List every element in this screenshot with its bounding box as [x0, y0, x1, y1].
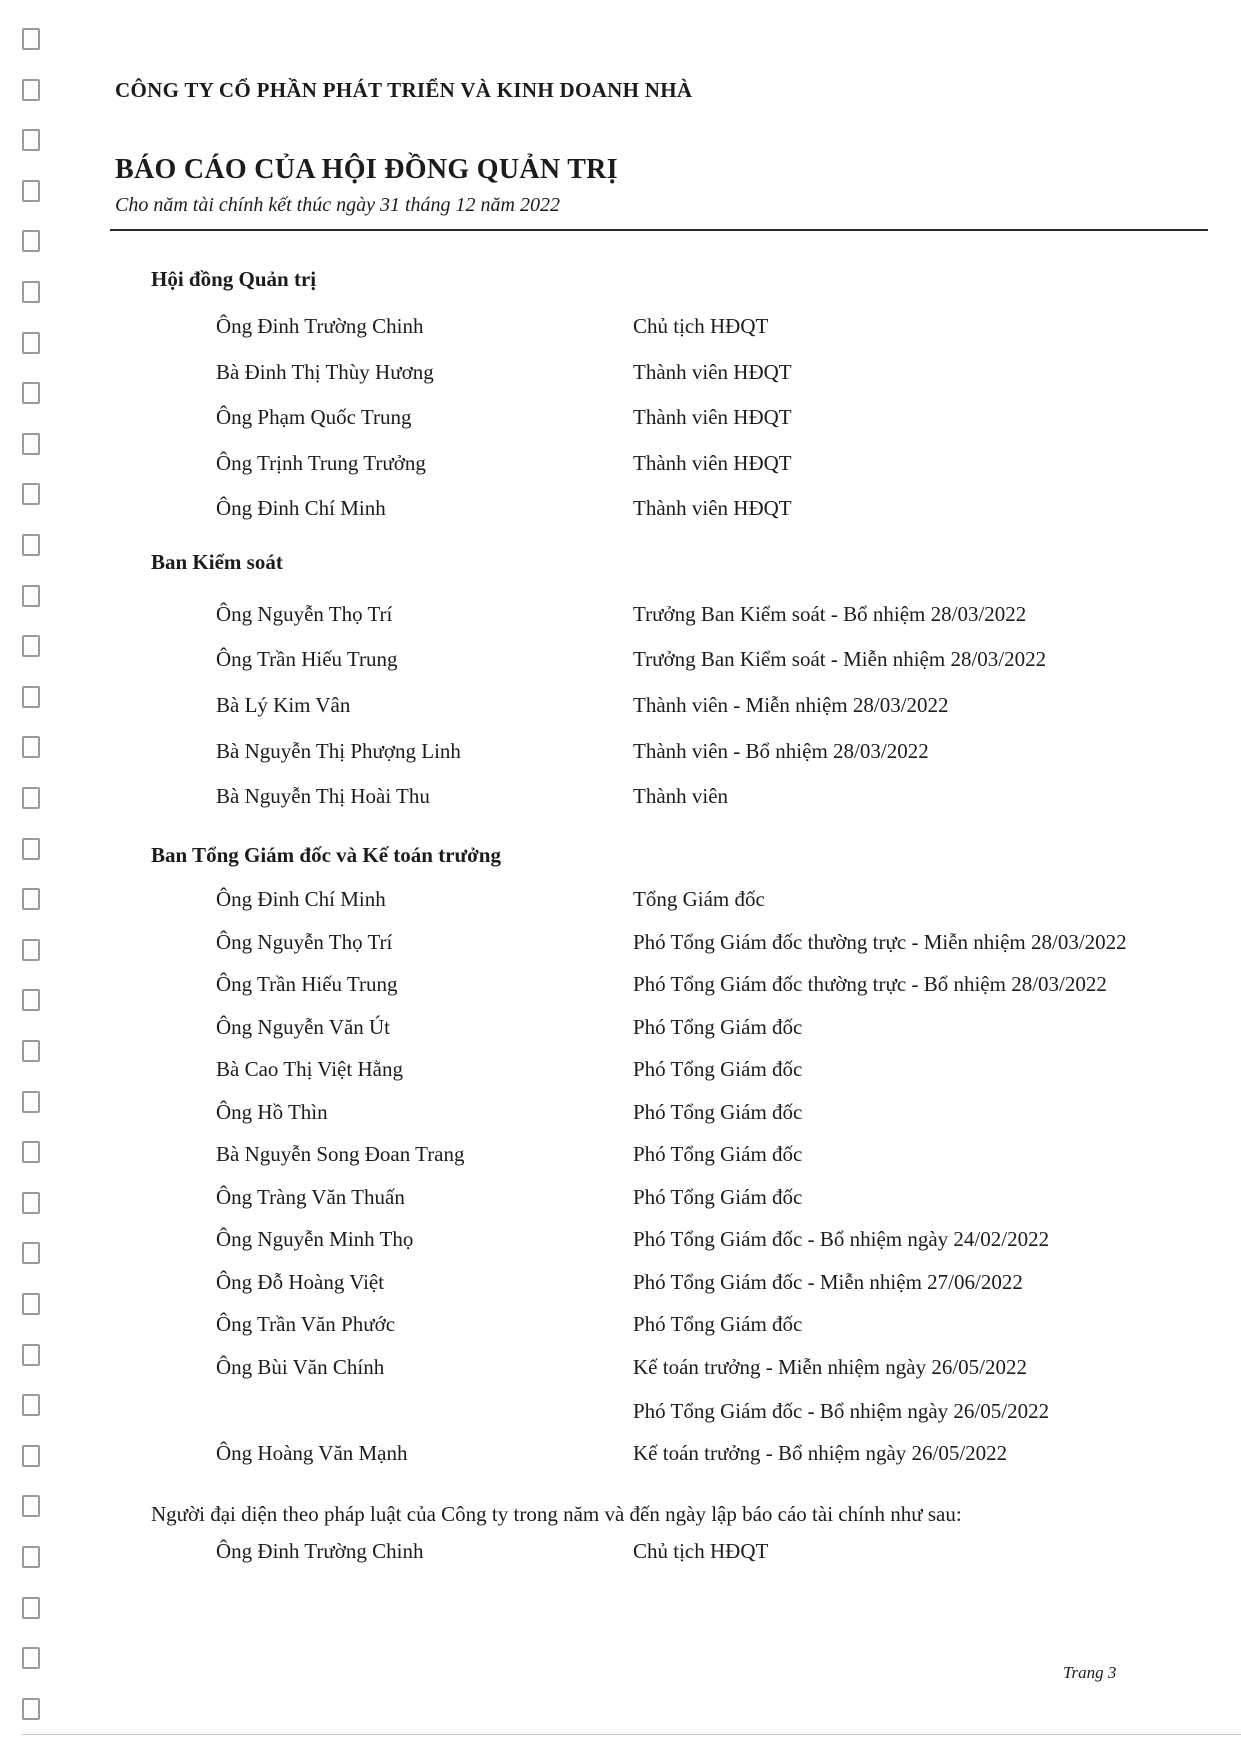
- binding-ring: [22, 989, 40, 1011]
- binding-ring: [22, 230, 40, 252]
- member-name: Ông Trần Văn Phước: [216, 1312, 396, 1336]
- member-role: Phó Tổng Giám đốc: [633, 1015, 803, 1039]
- binding-ring: [22, 1344, 40, 1366]
- member-role: Phó Tổng Giám đốc: [633, 1100, 803, 1124]
- member-name: Ông Phạm Quốc Trung: [216, 405, 412, 429]
- member-name: Ông Bùi Văn Chính: [216, 1355, 385, 1379]
- page-number: Trang 3: [1063, 1663, 1117, 1682]
- member-name: Ông Trần Hiếu Trung: [216, 972, 398, 996]
- binding-ring: [22, 1698, 40, 1720]
- legal-representative-role: Chủ tịch HĐQT: [633, 1539, 769, 1563]
- member-role: Thành viên HĐQT: [633, 451, 792, 475]
- member-name: Ông Đinh Chí Minh: [216, 887, 386, 911]
- header-divider: [110, 229, 1208, 231]
- member-role: Thành viên - Bổ nhiệm 28/03/2022: [633, 739, 929, 763]
- member-role: Phó Tổng Giám đốc - Bổ nhiệm ngày 24/02/2022: [633, 1227, 1050, 1251]
- binding-ring: [22, 1141, 40, 1163]
- member-name: Ông Đỗ Hoàng Việt: [216, 1270, 385, 1294]
- member-role: Trưởng Ban Kiểm soát - Bổ nhiệm 28/03/2022: [633, 602, 1027, 626]
- binding-ring: [22, 838, 40, 860]
- binding-ring: [22, 180, 40, 202]
- report-period: Cho năm tài chính kết thúc ngày 31 tháng 12 năm 2022: [115, 194, 560, 216]
- member-role: Thành viên - Miễn nhiệm 28/03/2022: [633, 693, 949, 717]
- binding-ring: [22, 1293, 40, 1315]
- binding-ring: [22, 787, 40, 809]
- binding-ring: [22, 1394, 40, 1416]
- member-role: Phó Tổng Giám đốc: [633, 1312, 803, 1336]
- member-role: Tổng Giám đốc: [633, 887, 765, 911]
- member-role: Thành viên HĐQT: [633, 496, 792, 520]
- legal-representative-statement: Người đại diện theo pháp luật của Công ty trong năm và đến ngày lập báo cáo tài chính như sau:: [151, 1502, 962, 1526]
- binding-ring: [22, 1445, 40, 1467]
- member-role: Kế toán trưởng - Bổ nhiệm ngày 26/05/2022: [633, 1441, 1008, 1465]
- binding-ring: [22, 1040, 40, 1062]
- spiral-binding: [22, 0, 44, 1756]
- member-name: Ông Nguyễn Văn Út: [216, 1015, 391, 1039]
- member-role: Chủ tịch HĐQT: [633, 314, 769, 338]
- member-name: Ông Đinh Trường Chinh: [216, 314, 424, 338]
- binding-ring: [22, 1495, 40, 1517]
- member-name: Ông Nguyễn Thọ Trí: [216, 930, 393, 954]
- binding-ring: [22, 28, 40, 50]
- binding-ring: [22, 332, 40, 354]
- binding-ring: [22, 1546, 40, 1568]
- member-name: Ông Trần Hiếu Trung: [216, 647, 398, 671]
- member-role: Phó Tổng Giám đốc: [633, 1057, 803, 1081]
- member-name: Ông Trịnh Trung Trưởng: [216, 451, 426, 475]
- section-title-board: Hội đồng Quản trị: [151, 267, 317, 291]
- section-title-management: Ban Tổng Giám đốc và Kế toán trưởng: [151, 843, 501, 867]
- binding-ring: [22, 1647, 40, 1669]
- member-name: Ông Hồ Thìn: [216, 1100, 328, 1124]
- member-role: Phó Tổng Giám đốc: [633, 1142, 803, 1166]
- member-name: Ông Nguyễn Minh Thọ: [216, 1227, 414, 1251]
- binding-ring: [22, 1192, 40, 1214]
- company-name: CÔNG TY CỔ PHẦN PHÁT TRIỂN VÀ KINH DOANH NHÀ: [115, 78, 693, 102]
- member-role: Trưởng Ban Kiểm soát - Miễn nhiệm 28/03/2022: [633, 647, 1047, 671]
- member-role-secondary: Phó Tổng Giám đốc - Bổ nhiệm ngày 26/05/2022: [633, 1399, 1050, 1423]
- member-name: Ông Hoàng Văn Mạnh: [216, 1441, 408, 1465]
- member-role: Phó Tổng Giám đốc thường trực - Miễn nhiệm 28/03/2022: [633, 930, 1127, 954]
- member-name: Ông Nguyễn Thọ Trí: [216, 602, 393, 626]
- binding-ring: [22, 585, 40, 607]
- member-role: Thành viên HĐQT: [633, 405, 792, 429]
- member-role: Kế toán trưởng - Miễn nhiệm ngày 26/05/2022: [633, 1355, 1028, 1379]
- member-role: Thành viên: [633, 784, 729, 808]
- member-name: Bà Nguyễn Song Đoan Trang: [216, 1142, 465, 1166]
- member-name: Bà Nguyễn Thị Phượng Linh: [216, 739, 461, 763]
- binding-ring: [22, 888, 40, 910]
- binding-ring: [22, 1597, 40, 1619]
- report-title: BÁO CÁO CỦA HỘI ĐỒNG QUẢN TRỊ: [115, 154, 618, 185]
- member-name: Bà Cao Thị Việt Hằng: [216, 1057, 403, 1081]
- binding-ring: [22, 939, 40, 961]
- binding-ring: [22, 534, 40, 556]
- binding-ring: [22, 79, 40, 101]
- member-role: Phó Tổng Giám đốc thường trực - Bổ nhiệm 28/03/2022: [633, 972, 1107, 996]
- page-bottom-edge: [22, 1734, 1241, 1735]
- section-title-supervisory: Ban Kiểm soát: [151, 550, 283, 574]
- binding-ring: [22, 686, 40, 708]
- binding-ring: [22, 635, 40, 657]
- binding-ring: [22, 483, 40, 505]
- member-name: Bà Nguyễn Thị Hoài Thu: [216, 784, 430, 808]
- binding-ring: [22, 433, 40, 455]
- member-name: Ông Tràng Văn Thuấn: [216, 1185, 405, 1209]
- member-role: Thành viên HĐQT: [633, 360, 792, 384]
- member-role: Phó Tổng Giám đốc - Miễn nhiệm 27/06/2022: [633, 1270, 1023, 1294]
- member-name: Bà Đinh Thị Thùy Hương: [216, 360, 434, 384]
- legal-representative-name: Ông Đinh Trường Chinh: [216, 1539, 424, 1563]
- member-name: Ông Đinh Chí Minh: [216, 496, 386, 520]
- member-name: Bà Lý Kim Vân: [216, 693, 351, 717]
- member-role: Phó Tổng Giám đốc: [633, 1185, 803, 1209]
- binding-ring: [22, 736, 40, 758]
- binding-ring: [22, 281, 40, 303]
- binding-ring: [22, 1091, 40, 1113]
- binding-ring: [22, 1242, 40, 1264]
- binding-ring: [22, 129, 40, 151]
- binding-ring: [22, 382, 40, 404]
